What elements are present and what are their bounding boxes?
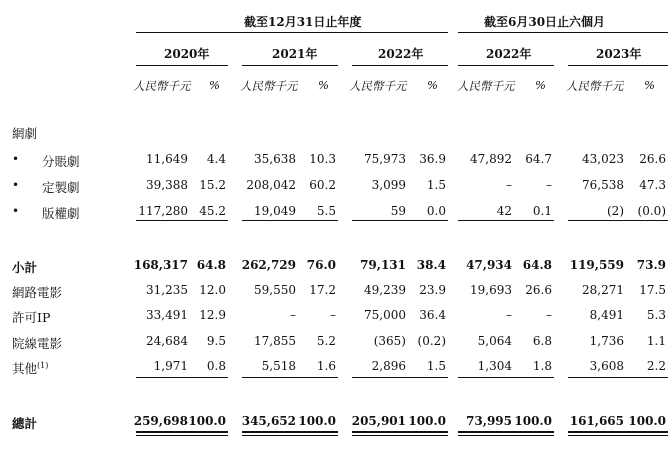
percent-cell: 76.0 (306, 258, 336, 272)
percent-cell: 64.8 (522, 258, 552, 272)
rule-total-2022-half-b (458, 435, 554, 436)
row-label (42, 152, 80, 170)
percent-cell: 26.6 (639, 152, 666, 166)
percent-cell: 38.4 (416, 258, 446, 272)
period-header-half: 截至6月30日止六個月 (484, 15, 606, 29)
rule-subtotal-2022 (352, 220, 448, 221)
rule-other-2020 (136, 377, 228, 378)
year-header-2022: 2022年 (378, 47, 424, 61)
amount-cell: 79,131 (360, 258, 406, 272)
row-label (12, 334, 62, 352)
amount-cell: 259,698 (133, 414, 188, 428)
row-label (12, 258, 37, 276)
amount-cell: 208,042 (246, 178, 296, 192)
percent-cell: 26.6 (525, 283, 552, 297)
row-label-text: 定製劇 (42, 180, 80, 195)
percent-cell: 1.5 (426, 178, 446, 192)
amount-cell: 17,855 (254, 334, 296, 348)
amount-cell: 19,693 (470, 283, 512, 297)
year-rule-2021 (242, 65, 338, 66)
amount-cell: 11,649 (146, 152, 188, 166)
year-rule-2022-half (458, 65, 554, 66)
percent-cell: 4.4 (206, 152, 226, 166)
percent-cell: 0.0 (426, 204, 446, 218)
rule-other-2023-half (568, 377, 668, 378)
percent-cell: 100.0 (408, 414, 446, 428)
year-header-2022-half: 2022年 (486, 47, 532, 61)
row-label (12, 308, 50, 326)
rule-other-2021 (242, 377, 338, 378)
year-header-2023-half: 2023年 (596, 47, 642, 61)
percent-cell: (0.0) (637, 204, 666, 218)
row-label (12, 283, 62, 301)
amount-cell: 73,995 (466, 414, 512, 428)
bullet-icon: • (12, 152, 20, 166)
unit-amount-2022: 人民幣千元 (349, 79, 407, 93)
amount-cell: – (506, 308, 512, 322)
bullet-icon: • (12, 178, 20, 192)
amount-cell: 75,000 (364, 308, 406, 322)
percent-cell: 5.2 (316, 334, 336, 348)
percent-cell: 12.9 (199, 308, 226, 322)
amount-cell: 43,023 (582, 152, 624, 166)
percent-cell: (0.2) (417, 334, 446, 348)
rule-total-2022-half-a (458, 431, 554, 433)
rule-total-2021-b (242, 435, 338, 436)
amount-cell: 161,665 (569, 414, 624, 428)
amount-cell: 42 (496, 204, 512, 218)
rule-subtotal-2021 (242, 220, 338, 221)
percent-cell: 12.0 (199, 283, 226, 297)
unit-amount-2023-half: 人民幣千元 (566, 79, 624, 93)
percent-cell: 0.1 (532, 204, 552, 218)
unit-amount-2022-half: 人民幣千元 (457, 79, 515, 93)
rule-total-2023-half-a (568, 431, 668, 433)
row-label-text: 總計 (12, 416, 38, 431)
amount-cell: 1,304 (477, 359, 512, 373)
rule-total-2021-a (242, 431, 338, 433)
amount-cell: 345,652 (241, 414, 296, 428)
percent-cell: 6.8 (532, 334, 552, 348)
row-label-text: 分賬劇 (42, 154, 80, 169)
amount-cell: 1,736 (589, 334, 624, 348)
unit-pct-2022: % (427, 78, 438, 92)
percent-cell: 17.2 (309, 283, 336, 297)
rule-subtotal-2020 (136, 220, 228, 221)
row-label-text: 網路電影 (12, 285, 63, 300)
year-rule-2020 (136, 65, 228, 66)
row-label-text: 小計 (12, 260, 38, 275)
amount-cell: 119,559 (569, 258, 624, 272)
amount-cell: 76,538 (582, 178, 624, 192)
rule-other-2022-half (458, 377, 554, 378)
amount-cell: 47,934 (466, 258, 512, 272)
amount-cell: 24,684 (146, 334, 188, 348)
amount-cell: – (506, 178, 512, 192)
unit-pct-2023-half: % (644, 78, 655, 92)
unit-amount-2021: 人民幣千元 (240, 79, 298, 93)
percent-cell: 0.8 (206, 359, 226, 373)
amount-cell: 3,099 (371, 178, 406, 192)
amount-cell: 47,892 (470, 152, 512, 166)
row-label (12, 414, 37, 432)
percent-cell: 17.5 (639, 283, 666, 297)
percent-cell: – (330, 308, 336, 322)
unit-pct-2021: % (318, 78, 329, 92)
amount-cell: 2,896 (371, 359, 406, 373)
unit-amount-2020: 人民幣千元 (133, 79, 191, 93)
row-label-text: 許可IP (12, 310, 51, 325)
amount-cell: 1,971 (153, 359, 188, 373)
footnote-marker: (1) (37, 360, 49, 370)
row-label-text: 版權劇 (42, 206, 80, 221)
percent-cell: 2.2 (646, 359, 666, 373)
year-header-2020: 2020年 (164, 47, 210, 61)
percent-cell: – (546, 308, 552, 322)
percent-cell: 23.9 (419, 283, 446, 297)
row-label (42, 204, 80, 222)
percent-cell: 100.0 (298, 414, 336, 428)
amount-cell: 33,491 (146, 308, 188, 322)
percent-cell: 64.7 (525, 152, 552, 166)
amount-cell: 35,638 (254, 152, 296, 166)
amount-cell: 5,064 (477, 334, 512, 348)
percent-cell: 1.6 (316, 359, 336, 373)
row-label (42, 178, 80, 196)
section-label-web-drama: 網劇 (12, 126, 38, 141)
amount-cell: (365) (373, 334, 406, 348)
rule-total-2020-b (136, 435, 228, 436)
percent-cell: 36.9 (419, 152, 446, 166)
percent-cell: 5.3 (646, 308, 666, 322)
unit-pct-2020: % (209, 78, 220, 92)
percent-cell: 1.8 (532, 359, 552, 373)
amount-cell: 19,049 (254, 204, 296, 218)
percent-cell: 15.2 (199, 178, 226, 192)
year-rule-2023-half (568, 65, 668, 66)
row-label-text: 院線電影 (12, 336, 63, 351)
percent-cell: 60.2 (309, 178, 336, 192)
row-label-text: 其他 (12, 361, 38, 376)
rule-total-2023-half-b (568, 435, 668, 436)
row-label (12, 359, 48, 377)
amount-cell: 31,235 (146, 283, 188, 297)
percent-cell: 5.5 (316, 204, 336, 218)
percent-cell: 9.5 (206, 334, 226, 348)
bullet-icon: • (12, 204, 20, 218)
percent-cell: 1.1 (646, 334, 666, 348)
percent-cell: 100.0 (514, 414, 552, 428)
amount-cell: 59 (390, 204, 406, 218)
year-rule-2022 (352, 65, 448, 66)
amount-cell: 49,239 (364, 283, 406, 297)
amount-cell: 28,271 (582, 283, 624, 297)
percent-cell: 1.5 (426, 359, 446, 373)
percent-cell: 45.2 (199, 204, 226, 218)
percent-cell: 73.9 (636, 258, 666, 272)
rule-total-2020-a (136, 431, 228, 433)
rule-subtotal-2023-half (568, 220, 668, 221)
amount-cell: (2) (607, 204, 624, 218)
percent-cell: 100.0 (188, 414, 226, 428)
period-year-rule (136, 32, 448, 33)
amount-cell: 39,388 (146, 178, 188, 192)
amount-cell: 75,973 (364, 152, 406, 166)
year-header-2021: 2021年 (272, 47, 318, 61)
rule-other-2022 (352, 377, 448, 378)
amount-cell: 3,608 (589, 359, 624, 373)
rule-total-2022-b (352, 435, 448, 436)
amount-cell: 5,518 (261, 359, 296, 373)
amount-cell: 117,280 (138, 204, 188, 218)
period-header-year: 截至12月31日止年度 (244, 15, 362, 29)
amount-cell: 168,317 (133, 258, 188, 272)
amount-cell: 8,491 (589, 308, 624, 322)
unit-pct-2022-half: % (535, 78, 546, 92)
amount-cell: – (290, 308, 296, 322)
rule-subtotal-2022-half (458, 220, 554, 221)
percent-cell: 100.0 (628, 414, 666, 428)
amount-cell: 59,550 (254, 283, 296, 297)
percent-cell: 47.3 (639, 178, 666, 192)
rule-total-2022-a (352, 431, 448, 433)
percent-cell: 10.3 (309, 152, 336, 166)
amount-cell: 262,729 (241, 258, 296, 272)
percent-cell: – (546, 178, 552, 192)
percent-cell: 36.4 (419, 308, 446, 322)
percent-cell: 64.8 (196, 258, 226, 272)
amount-cell: 205,901 (351, 414, 406, 428)
period-half-rule (458, 32, 668, 33)
